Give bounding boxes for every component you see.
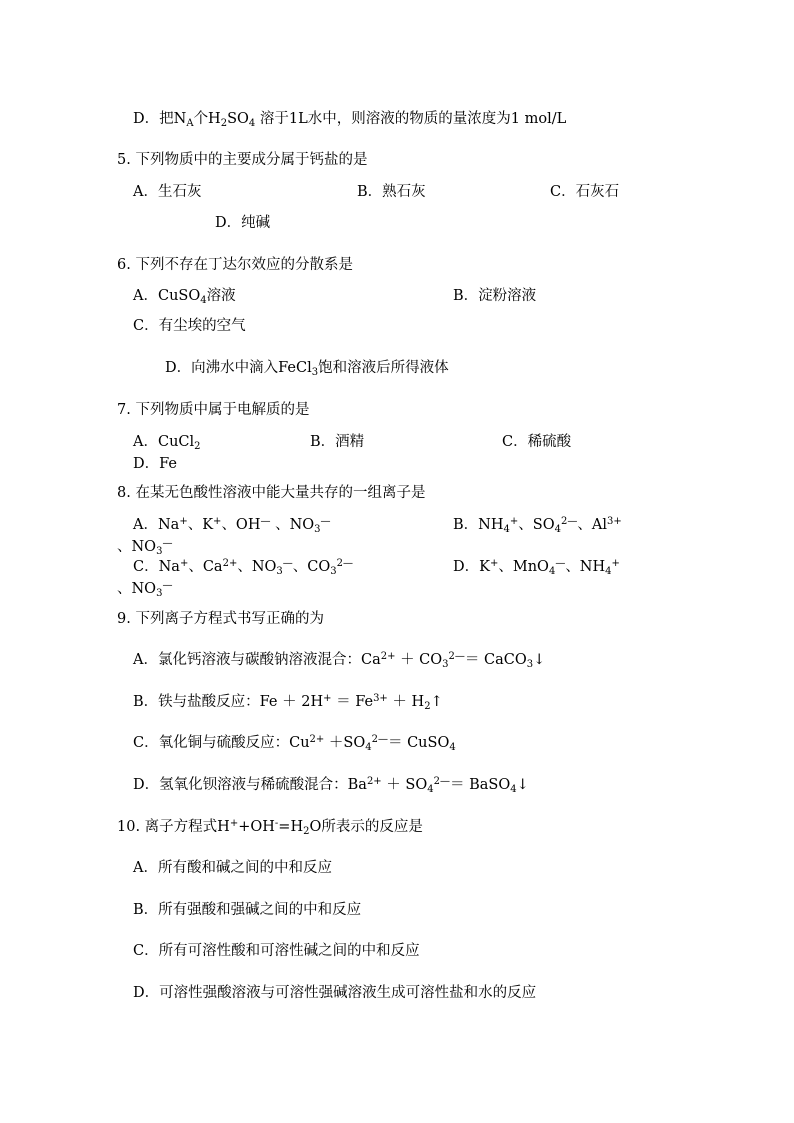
q7-option-d: D．Fe	[133, 456, 177, 472]
q10-option-d: D．可溶性强酸溶液与可溶性强碱溶液生成可溶性盐和水的反应	[133, 985, 537, 1001]
q5-option-a: A．生石灰	[133, 184, 202, 200]
q7-option-a: A．CuCl$_2$	[133, 434, 201, 452]
q9-option-c: C．氧化铜与硫酸反应：$Cu^{2+} +SO_4^{2—}=$ CuSO$_4$	[133, 734, 456, 753]
q6-option-b: B．淀粉溶液	[453, 288, 537, 304]
q9-option-d: D．氢氧化钡溶液与稀硫酸混合：$Ba^{2+} + SO_4^{2—}=$ BaSO$_4$↓	[133, 776, 529, 795]
q8-option-d: D．K+、MnO$_4$—、$NH_4^+$	[453, 558, 620, 577]
q6-option-a: A．CuSO$_4$溶液	[133, 288, 236, 306]
q6-option-c: C．有尘埃的空气	[133, 318, 246, 334]
q8-option-b-continued: 、$NO_3^—$	[117, 538, 173, 557]
q6-stem: 6. 下列不存在丁达尔效应的分散系是	[117, 257, 353, 273]
q9-option-a: A．氯化钙溶液与碳酸钠溶液混合：$Ca^{2+} + CO_3^{2—}=$ CaCO$_3$↓	[133, 651, 546, 670]
q10-option-c: C．所有可溶性酸和可溶性碱之间的中和反应	[133, 943, 420, 959]
q8-option-c: C．Na+、$Ca^{2+}$、$NO_3^—$、$CO_3^{2—}$	[133, 558, 354, 577]
q10-stem: 10. 离子方程式$H^++OH^-=H_2O$所表示的反应是	[117, 818, 423, 837]
q6-option-d: D．向沸水中滴入FeCl$_3$饱和溶液后所得液体	[165, 360, 449, 378]
q5-option-c: C．石灰石	[550, 184, 620, 200]
q10-option-a: A．所有酸和碱之间的中和反应	[133, 860, 332, 876]
q8-option-b: B．$NH_4^+$、$SO_4^{2—}$、$Al^{3+}$	[453, 516, 622, 535]
q8-option-d-continued: 、$NO_3^—$	[117, 580, 173, 599]
q7-stem: 7. 下列物质中属于电解质的是	[117, 402, 310, 418]
q9-stem: 9. 下列离子方程式书写正确的为	[117, 611, 324, 627]
q5-option-b: B．熟石灰	[357, 184, 426, 200]
q5-stem: 5. 下列物质中的主要成分属于钙盐的是	[117, 152, 368, 168]
q7-option-c: C．稀硫酸	[502, 434, 572, 450]
q8-stem: 8. 在某无色酸性溶液中能大量共存的一组离子是	[117, 485, 426, 501]
q5-option-d: D．纯碱	[215, 215, 271, 231]
q7-option-b: B．酒精	[310, 434, 365, 450]
q4-option-d: D．把$N_A$个$H_2SO_4$ 溶于1L水中，则溶液的物质的量浓度为1 mol/L	[133, 111, 567, 129]
q9-option-b: B．铁与盐酸反应：$Fe + 2H^+ = Fe^{3+}$ ＋ $H_2↑$	[133, 693, 443, 712]
q8-option-a: A．Na+、K+、OH— 、$NO_3^—$	[133, 516, 331, 535]
q10-option-b: B．所有强酸和强碱之间的中和反应	[133, 902, 362, 918]
